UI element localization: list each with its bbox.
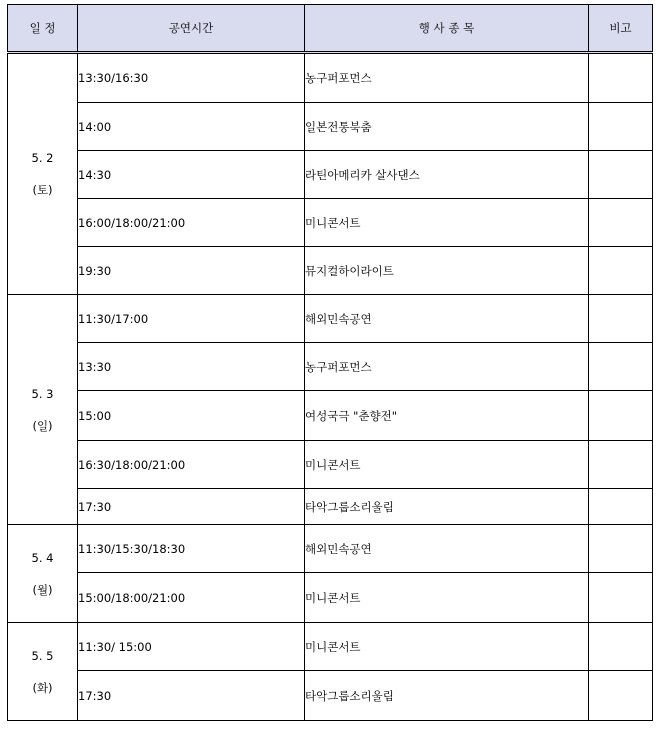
- header-date: 일 정: [8, 5, 78, 53]
- note-cell: [589, 573, 653, 623]
- event-cell: 해외민속공연: [305, 525, 589, 573]
- time-cell: 16:30/18:00/21:00: [78, 441, 305, 489]
- time-cell: 16:00/18:00/21:00: [78, 199, 305, 247]
- table-row: [8, 151, 653, 199]
- header-event: 행 사 종 목: [305, 5, 589, 53]
- event-cell: 농구퍼포먼스: [305, 343, 589, 391]
- date-cell: [8, 525, 78, 623]
- event-cell: 농구퍼포먼스: [305, 53, 589, 103]
- time-cell: 11:30/17:00: [78, 295, 305, 343]
- note-cell: [589, 343, 653, 391]
- event-cell: 여성국극 "춘향전": [305, 391, 589, 441]
- event-cell: 미니콘서트: [305, 441, 589, 489]
- weekday-text: (일): [32, 418, 53, 433]
- event-cell: 미니콘서트: [305, 199, 589, 247]
- table-row: [8, 295, 653, 343]
- event-cell: 뮤지컬하이라이트: [305, 247, 589, 295]
- table-row: [8, 53, 653, 103]
- event-cell: 일본전통북춤: [305, 103, 589, 151]
- note-cell: [589, 295, 653, 343]
- weekday-text: (토): [32, 183, 53, 197]
- note-cell: [589, 103, 653, 151]
- table-row: [8, 623, 653, 671]
- note-cell: [589, 671, 653, 721]
- table-row: [8, 199, 653, 247]
- table-row: [8, 441, 653, 489]
- date-text: 5. 4: [31, 550, 54, 565]
- note-cell: [589, 151, 653, 199]
- header-note: 비고: [589, 5, 653, 53]
- table-row: [8, 525, 653, 573]
- time-cell: 14:30: [78, 151, 305, 199]
- note-cell: [589, 391, 653, 441]
- note-cell: [589, 489, 653, 525]
- date-text: 5. 5: [31, 648, 54, 663]
- table-row: [8, 391, 653, 441]
- note-cell: [589, 247, 653, 295]
- header-row: [8, 5, 653, 53]
- date-text: 5. 3: [31, 386, 54, 401]
- event-cell: 타악그룹소리울림: [305, 489, 589, 525]
- time-cell: 13:30: [78, 343, 305, 391]
- event-cell: 미니콘서트: [305, 573, 589, 623]
- date-text: 5. 2: [31, 151, 54, 165]
- time-cell: 11:30/15:30/18:30: [78, 525, 305, 573]
- time-cell: 15:00/18:00/21:00: [78, 573, 305, 623]
- table-row: [8, 343, 653, 391]
- time-cell: 19:30: [78, 247, 305, 295]
- date-cell: [8, 623, 78, 721]
- table-row: [8, 247, 653, 295]
- weekday-text: (월): [32, 582, 53, 597]
- weekday-text: (화): [32, 680, 53, 695]
- event-cell: 라틴아메리카 살사댄스: [305, 151, 589, 199]
- date-cell: [8, 295, 78, 525]
- table-row: [8, 573, 653, 623]
- time-cell: 11:30/ 15:00: [78, 623, 305, 671]
- note-cell: [589, 525, 653, 573]
- note-cell: [589, 53, 653, 103]
- table-row: [8, 103, 653, 151]
- schedule-table: [7, 4, 653, 721]
- header-time: 공연시간: [78, 5, 305, 53]
- note-cell: [589, 199, 653, 247]
- note-cell: [589, 441, 653, 489]
- event-cell: 미니콘서트: [305, 623, 589, 671]
- schedule-body: [8, 53, 653, 721]
- time-cell: 17:30: [78, 489, 305, 525]
- time-cell: 15:00: [78, 391, 305, 441]
- table-row: [8, 489, 653, 525]
- time-cell: 14:00: [78, 103, 305, 151]
- date-cell: [8, 53, 78, 295]
- time-cell: 13:30/16:30: [78, 53, 305, 103]
- table-row: [8, 671, 653, 721]
- note-cell: [589, 623, 653, 671]
- event-cell: 타악그룹소리울림: [305, 671, 589, 721]
- time-cell: 17:30: [78, 671, 305, 721]
- event-cell: 해외민속공연: [305, 295, 589, 343]
